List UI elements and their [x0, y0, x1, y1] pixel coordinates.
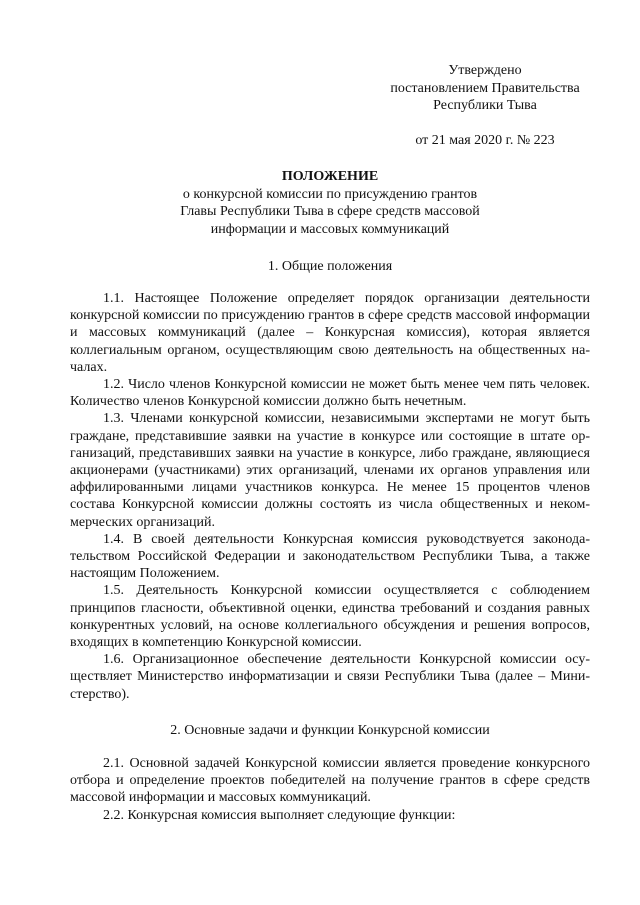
section-1-body: [70, 290, 590, 703]
paragraph-1-3: 1.3. Членами конкурсной комиссии, независимыми экспертами не могут быть граждане, представившие заявки на участие в конкурсе или состоящие в штате организаций, представивших заявки на участие в конкурсе, либо граждане, являющиеся акционерами (участниками) этих организаций, членами их органов управления или аффилированными лицами участников конкурса. Не менее 15 процентов членов состава Конкурсной комиссии должны состоять из числа общественных и некоммерческих организаций.: [70, 411, 590, 530]
approval-date: от 21 мая 2020 г. № 223: [415, 132, 555, 148]
document-title-block: [70, 168, 590, 238]
document-subtitle-line-3: информации и массовых коммуникаций: [210, 221, 450, 237]
section-1-heading: 1. Общие положения: [267, 259, 393, 274]
section-2-body: [70, 755, 590, 824]
section-2-heading: 2. Основные задачи и функции Конкурсной комиссии: [170, 723, 490, 738]
approval-stamp: [380, 62, 590, 149]
approval-line-1: Утверждено: [448, 63, 522, 78]
paragraph-1-6: 1.6. Организационное обеспечение деятельности Конкурсной комиссии осуществляет Министерство информатизации и связи Республики Тыва (далее – Министерство).: [70, 652, 590, 702]
paragraph-1-2: 1.2. Число членов Конкурсной комиссии не может быть менее чем пять человек. Количество членов Конкурсной комиссии должно быть нечетным.: [70, 377, 590, 410]
approval-line-2: постановлением Правительства: [390, 80, 580, 96]
paragraph-2-1: 2.1. Основной задачей Конкурсной комиссии является проведение конкурсного отбора и определение проектов победителей на получение грантов в сфере средств массовой информации и массовых коммуникаций.: [70, 756, 590, 806]
document-subtitle-line-2: Главы Республики Тыва в сфере средств массовой: [180, 204, 480, 219]
paragraph-1-1: 1.1. Настоящее Положение определяет порядок организации деятельности конкурсной комиссии по присуждению грантов в сфере средств массовой информации и массовых коммуникаций (далее – Конкурсная комиссия), которая является коллегиальным органом, осуществляющим свою деятельность на общественных началах.: [70, 291, 590, 375]
paragraph-1-4: 1.4. В своей деятельности Конкурсная комиссия руководствуется законодательством Российской Федерации и законодательством Республики Тыва, а также настоящим Положением.: [70, 531, 590, 582]
document-subtitle-line-1: о конкурсной комиссии по присуждению грантов: [182, 186, 478, 202]
document-title: ПОЛОЖЕНИЕ: [281, 169, 379, 184]
paragraph-2-2: 2.2. Конкурсная комиссия выполняет следующие функции:: [103, 807, 456, 823]
approval-line-3: Республики Тыва: [433, 98, 537, 113]
paragraph-1-5: 1.5. Деятельность Конкурсной комиссии осуществляется с соблюдением принципов гласности, объективной оценки, единства требований и создания равных конкурентных условий, на основе коллегиального обсуждения и решения вопросов, входящих в компетенцию Конкурсной комиссии.: [70, 583, 590, 651]
